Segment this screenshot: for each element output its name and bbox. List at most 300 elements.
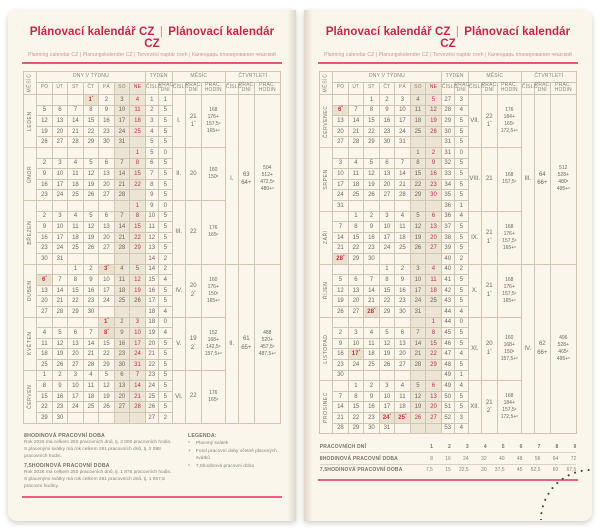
day-cell [114, 201, 130, 212]
day-cell: 9 [364, 222, 380, 233]
value-line: 2* [190, 288, 196, 298]
week-number-cell: 9 [145, 190, 158, 201]
day-cell: 10 [52, 169, 68, 180]
day-cell: 9 [395, 275, 411, 286]
day-cell: 24 [130, 349, 146, 360]
day-cell: 25 [348, 190, 364, 201]
day-cell: 31 [410, 306, 426, 317]
day-cell: 24* [379, 412, 395, 423]
day-cell: 20 [68, 349, 84, 360]
value-line: 150ˣ [208, 290, 219, 297]
day-cell: 2 [37, 211, 53, 222]
value-line: 176+ [503, 283, 515, 290]
day-name-header: ST [364, 82, 380, 95]
day-cell [395, 148, 411, 159]
day-cell: 14 [83, 338, 99, 349]
days-of-week-group-header: DNY V TÝDNU [37, 71, 146, 82]
week-workdays-cell: 5 [454, 296, 468, 307]
day-cell [52, 317, 68, 328]
day-cell: 13 [68, 338, 84, 349]
summary-value-cell: 2 [433, 442, 451, 453]
eight-hour-line1: Rok 2026 má celkem 250 pracovních dnů, tj. 2 000 pracovních hodin. [24, 440, 172, 445]
week-number-cell: 27 [145, 412, 158, 423]
day-cell [379, 254, 395, 265]
day-cell: 14 [333, 232, 349, 243]
day-cell: 16 [364, 232, 380, 243]
stat-column-header: PRAC. DNÍ [534, 81, 552, 94]
stat-column-header: PRAC. DNÍ [185, 81, 203, 94]
value-line: 157,5+ˣ [500, 355, 518, 362]
day-cell: 30 [52, 412, 68, 423]
day-cell: 12 [130, 275, 146, 286]
day-cell: 30 [426, 190, 442, 201]
day-cell [410, 201, 426, 212]
value-line: 168+ [503, 341, 515, 348]
day-cell: 30 [333, 370, 349, 381]
day-cell: 19 [52, 349, 68, 360]
paid-holiday-star: * [490, 346, 492, 352]
stat-column-header: PRAC. HODIN [254, 82, 280, 95]
week-workdays-cell: 5 [454, 402, 468, 413]
value-line: 20 [189, 283, 197, 290]
week-number-cell: 12 [145, 232, 158, 243]
day-cell: 13 [379, 169, 395, 180]
week-number-cell: 31 [441, 137, 454, 148]
stat-column-header: ČÍSLO [521, 82, 534, 95]
summary-value-cell: 15 [445, 467, 451, 474]
day-cell [379, 370, 395, 381]
day-cell: 20 [348, 296, 364, 307]
month-column-header: MĚSÍC [24, 71, 37, 95]
day-cell: 13 [52, 116, 68, 127]
week-workdays-cell: 5 [454, 158, 468, 169]
month-number-cell: X. [468, 264, 481, 317]
day-cell [395, 370, 411, 381]
week-number-cell: 42 [441, 285, 454, 296]
day-cell: 16 [37, 179, 53, 190]
week-number-cell: 2 [145, 105, 158, 116]
title-cz: Plánovací kalendář CZ [29, 26, 155, 38]
days-of-week-group-header: DNY V TÝDNU [333, 71, 442, 82]
day-cell [426, 306, 442, 317]
day-cell: 10 [99, 275, 115, 286]
value-line: 20 [189, 170, 197, 177]
day-cell: 20 [114, 391, 130, 402]
day-cell: 3 [348, 328, 364, 339]
day-cell: 23 [364, 412, 380, 423]
week-workdays-cell: 2 [454, 254, 468, 265]
day-cell: 14 [52, 285, 68, 296]
day-cell: 15 [348, 402, 364, 413]
day-cell: 18 [395, 232, 411, 243]
day-cell: 29 [83, 137, 99, 148]
calendar-week-row [320, 95, 577, 106]
week-number-cell: 5 [145, 137, 158, 148]
week-number-cell: 35 [441, 190, 454, 201]
value-line: 165+ˣ [206, 297, 220, 304]
day-cell: 30 [83, 306, 99, 317]
day-cell: 1 [379, 264, 395, 275]
day-cell: 6 [114, 370, 130, 381]
day-cell: 18 [410, 116, 426, 127]
value-line: 2* [486, 405, 492, 415]
day-cell: 21 [395, 179, 411, 190]
stat-column-header: PRAC. DNÍ [481, 81, 499, 94]
day-cell: 16 [99, 116, 115, 127]
day-cell [364, 148, 380, 159]
day-cell: 16 [52, 391, 68, 402]
week-number-cell: 18 [145, 317, 158, 328]
day-cell: 26 [83, 243, 99, 254]
day-cell: 12 [52, 338, 68, 349]
day-cell: 21 [333, 412, 349, 423]
value-line: 168+ [207, 336, 219, 343]
day-cell: 20 [37, 296, 53, 307]
day-cell [83, 201, 99, 212]
day-cell: 7 [395, 158, 411, 169]
day-cell [114, 412, 130, 423]
day-cell: 19 [410, 232, 426, 243]
week-number-cell: 6 [145, 158, 158, 169]
value-line: 495+ˣ [556, 355, 570, 362]
quarter-number-cell: I. [225, 95, 238, 265]
month-workdays-cell [185, 264, 201, 317]
week-number-cell: 27 [441, 95, 454, 106]
day-cell: 26 [130, 296, 146, 307]
month-workhours-cell [201, 370, 225, 423]
day-cell [364, 201, 380, 212]
day-cell [395, 201, 411, 212]
day-cell: 31 [395, 137, 411, 148]
month-workhours-cell [201, 95, 225, 148]
paid-holiday-star: * [358, 348, 361, 354]
day-cell: 1 [130, 148, 146, 159]
day-cell: 2 [379, 95, 395, 106]
day-cell: 22 [130, 232, 146, 243]
day-cell: 4 [348, 158, 364, 169]
day-cell: 29 [348, 423, 364, 434]
day-cell: 26 [379, 359, 395, 370]
value-line: 176+ [207, 283, 219, 290]
day-cell: 27 [68, 359, 84, 370]
day-cell: 28 [348, 137, 364, 148]
week-workdays-cell: 5 [454, 137, 468, 148]
legend-text: Fond pracovní doby včetně placených svátků [196, 448, 277, 461]
title-cz: Plánovací kalendář CZ [325, 26, 451, 38]
value-line: 165+ˣ [206, 128, 220, 135]
month-workdays-cell [481, 317, 497, 381]
day-cell [68, 254, 84, 265]
day-cell: 15 [410, 169, 426, 180]
day-cell: 27 [426, 412, 442, 423]
value-line: 465ˣ [558, 348, 569, 355]
calendar-week-row [320, 264, 577, 275]
week-workdays-cell: 2 [158, 412, 172, 423]
day-cell: 18 [114, 285, 130, 296]
week-number-cell: 52 [441, 412, 454, 423]
value-line: 62 [538, 341, 546, 348]
value-line: 1* [486, 119, 492, 129]
day-cell: 16 [395, 285, 411, 296]
day-cell: 16 [379, 116, 395, 127]
day-cell: 7 [364, 275, 380, 286]
quarter-number-cell: II. [225, 264, 238, 423]
value-line: 19 [189, 336, 197, 343]
day-cell: 28 [333, 423, 349, 434]
day-cell: 30 [99, 137, 115, 148]
week-number-cell: 17 [145, 296, 158, 307]
week-number-cell: 49 [441, 381, 454, 392]
calendar-week-row [24, 264, 281, 275]
day-cell: 16 [114, 338, 130, 349]
day-cell: 5 [410, 211, 426, 222]
day-cell: 19 [333, 296, 349, 307]
footer-left [24, 431, 280, 492]
value-line: 472,5ˣ [260, 179, 275, 186]
day-cell: 2 [83, 264, 99, 275]
day-cell: 1 [130, 201, 146, 212]
day-cell: 3 [52, 158, 68, 169]
week-number-cell: 18 [145, 306, 158, 317]
day-cell [333, 381, 349, 392]
value-line: 168 [209, 107, 218, 114]
day-cell: 11 [68, 169, 84, 180]
summary-value-cell: 4 [469, 442, 487, 453]
day-cell: 19 [99, 391, 115, 402]
day-cell: 10 [348, 338, 364, 349]
day-cell: 21 [114, 179, 130, 190]
day-cell: 19 [130, 285, 146, 296]
title-sk: Plánovací kalendár CZ [440, 26, 571, 50]
day-cell: 12 [426, 105, 442, 116]
summary-value-cell: 6 [505, 442, 523, 453]
legend-symbol: * [188, 440, 190, 446]
day-cell: 10 [379, 222, 395, 233]
day-cell: 28 [68, 137, 84, 148]
day-cell [410, 254, 426, 265]
week-number-cell: 44 [441, 306, 454, 317]
day-cell: 22 [99, 349, 115, 360]
day-cell: 8 [37, 381, 53, 392]
month-number-cell: VIII. [468, 148, 481, 212]
value-line: 165+ˣ [502, 244, 516, 251]
quarter-workdays-cell [534, 264, 550, 434]
day-cell: 21 [410, 349, 426, 360]
week-workdays-cell: 2 [454, 264, 468, 275]
day-cell: 5 [99, 370, 115, 381]
day-cell [426, 137, 442, 148]
day-cell: 23 [83, 296, 99, 307]
day-cell: 1 [37, 370, 53, 381]
day-cell: 26 [99, 402, 115, 413]
day-name-header: NE [130, 82, 146, 95]
day-cell: 4 [130, 95, 146, 106]
week-workdays-cell: 0 [158, 148, 172, 159]
day-cell: 22 [68, 296, 84, 307]
value-line: 165+ˣ [502, 297, 516, 304]
day-cell: 6 [68, 328, 84, 339]
eight-hour-heading: 8HODINOVÁ PRACOVNÍ DOBA [24, 432, 105, 439]
value-line: 168 [505, 276, 514, 283]
day-cell: 21 [52, 296, 68, 307]
day-cell: 10 [114, 105, 130, 116]
paid-holiday-star: * [45, 273, 47, 279]
paid-holiday-star: * [107, 316, 109, 322]
legend-item [188, 441, 280, 448]
value-line: 61 [242, 336, 250, 343]
week-workdays-cell: 5 [454, 116, 468, 127]
week-workdays-cell: 5 [158, 349, 172, 360]
day-cell: 2 [52, 370, 68, 381]
day-cell: 15 [37, 391, 53, 402]
week-number-cell: 29 [441, 116, 454, 127]
week-number-cell: 43 [441, 296, 454, 307]
week-number-cell: 44 [441, 317, 454, 328]
day-cell: 25 [83, 402, 99, 413]
paid-holiday-star: * [490, 119, 492, 125]
day-cell [114, 148, 130, 159]
day-cell: 8 [348, 391, 364, 402]
week-number-cell: 53 [441, 423, 454, 434]
day-cell: 24 [348, 359, 364, 370]
day-cell: 3 [52, 211, 68, 222]
day-cell [52, 201, 68, 212]
day-cell: 5 [130, 264, 146, 275]
week-number-cell: 5 [145, 148, 158, 159]
day-cell [130, 190, 146, 201]
page-subtitle: Planning calendar CZ | Planungskalender CZ | Tervezési naptár cseh | Календарь планирования чешский [324, 52, 572, 58]
day-cell: 7 [114, 158, 130, 169]
week-number-cell: 31 [441, 148, 454, 159]
day-cell: 25 [364, 359, 380, 370]
week-workdays-cell: 5 [454, 232, 468, 243]
day-cell [426, 254, 442, 265]
page-title [318, 26, 578, 50]
day-cell [130, 412, 146, 423]
day-cell [99, 148, 115, 159]
day-cell: 7 [410, 328, 426, 339]
day-cell: 11 [348, 169, 364, 180]
day-cell [130, 306, 146, 317]
summary-value-cell: 8 [415, 453, 433, 464]
page-second-half [304, 10, 592, 521]
day-cell: 18 [83, 391, 99, 402]
day-cell: 16 [83, 285, 99, 296]
day-cell: 25 [114, 296, 130, 307]
day-cell: 13 [348, 285, 364, 296]
day-cell: 5 [426, 95, 442, 106]
day-cell: 17 [99, 285, 115, 296]
month-name: LEDEN [24, 95, 37, 148]
day-cell: 6 [52, 105, 68, 116]
day-cell [130, 254, 146, 265]
week-number-cell: 15 [145, 275, 158, 286]
value-line: 1* [486, 235, 492, 245]
day-cell: 17 [410, 285, 426, 296]
month-workhours-cell [201, 148, 225, 201]
day-cell [52, 264, 68, 275]
paid-holiday-star: * [194, 288, 196, 294]
day-cell: 25 [68, 243, 84, 254]
value-line: 184+ [503, 114, 515, 121]
summary-value-cell: 72 [558, 453, 576, 464]
value-line: 142,5ˣ [206, 343, 221, 350]
day-cell: 9 [114, 328, 130, 339]
day-name-header: ÚT [52, 82, 68, 95]
day-cell: 19 [410, 402, 426, 413]
day-cell: 26 [37, 137, 53, 148]
day-cell: 5 [83, 158, 99, 169]
calendar-week-row [24, 95, 281, 106]
stat-column-header: ČÍSLO [441, 82, 454, 95]
day-cell: 9 [426, 158, 442, 169]
day-cell [410, 137, 426, 148]
legend-item [188, 464, 280, 471]
day-cell: 3 [114, 95, 130, 106]
day-cell [410, 423, 426, 434]
week-workdays-cell: 5 [454, 169, 468, 180]
day-cell: 23 [379, 126, 395, 137]
quarter-workhours-cell [550, 264, 576, 434]
day-cell: 27 [99, 243, 115, 254]
day-cell: 17 [333, 179, 349, 190]
day-cell: 15 [348, 232, 364, 243]
month-column-header: MĚSÍC [320, 71, 333, 95]
value-line: 168 [505, 223, 514, 230]
day-cell: 25 [410, 126, 426, 137]
value-line: 512 [559, 165, 568, 172]
quarter-number-cell: IV. [521, 264, 534, 434]
legend [184, 431, 280, 492]
week-workdays-cell: 5 [158, 179, 172, 190]
day-cell: 17* [348, 349, 364, 360]
quarter-workhours-cell [550, 95, 576, 265]
summary-value-cell: 48 [505, 453, 523, 464]
week-workdays-cell: 4 [158, 306, 172, 317]
day-name-header: PÁ [99, 82, 115, 95]
week-workdays-cell: 5 [454, 126, 468, 137]
day-cell: 12 [364, 169, 380, 180]
month-name: ČERVENEC [320, 95, 333, 148]
week-number-cell: 46 [441, 338, 454, 349]
value-line: 64+ [241, 180, 252, 187]
week-workdays-cell: 5 [158, 285, 172, 296]
day-cell: 25 [130, 126, 146, 137]
day-cell: 9 [379, 105, 395, 116]
legend-symbol: + [188, 448, 191, 454]
day-cell: 13 [395, 338, 411, 349]
month-workdays-cell [185, 95, 201, 148]
week-workdays-cell: 5 [158, 126, 172, 137]
day-cell: 7 [333, 222, 349, 233]
day-cell: 4 [68, 211, 84, 222]
bottom-rule-left [22, 496, 282, 498]
value-line: 172,5+ˣ [500, 128, 518, 135]
page-subtitle: Planning calendar CZ | Planungskalender CZ | Tervezési naptár cseh | Календарь планирования чешский [28, 52, 276, 58]
day-cell: 26 [410, 243, 426, 254]
title-sk: Plánovací kalendár CZ [144, 26, 275, 50]
value-line: 504 [263, 165, 272, 172]
month-workhours-cell [497, 211, 521, 264]
paid-holiday-star: * [342, 252, 345, 258]
day-cell: 17 [379, 402, 395, 413]
value-line: 184+ [503, 400, 515, 407]
day-cell: 6 [395, 328, 411, 339]
day-cell: 4 [426, 264, 442, 275]
week-workdays-cell: 5 [454, 179, 468, 190]
day-cell: 18 [426, 285, 442, 296]
day-cell: 4 [37, 328, 53, 339]
